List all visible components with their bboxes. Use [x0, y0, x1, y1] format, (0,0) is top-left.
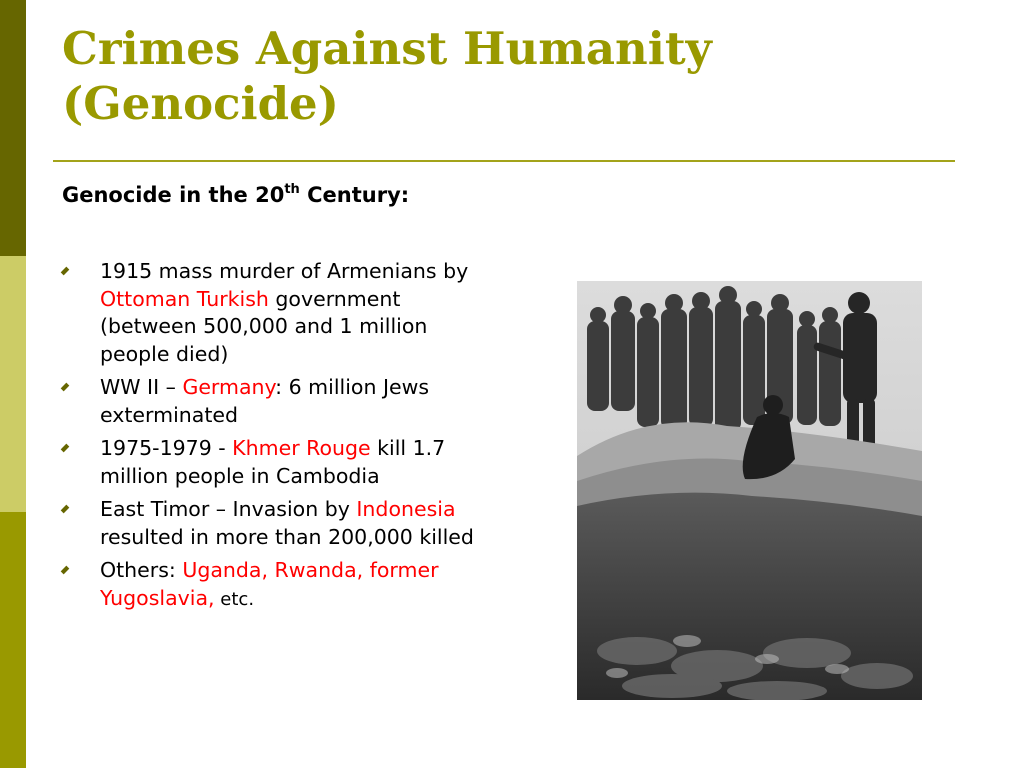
- bullet-item-east-timor: [62, 496, 502, 551]
- section-heading: [62, 183, 409, 207]
- slide-title: [62, 22, 962, 132]
- diamond-bullet-icon: [61, 383, 70, 392]
- subtitle-superscript: th: [284, 182, 300, 197]
- title-line-1: Crimes Against Humanity: [62, 22, 712, 75]
- bullet-highlight: Indonesia: [356, 497, 456, 521]
- bullet-highlight: Ottoman Turkish: [100, 286, 269, 311]
- diamond-bullet-icon: [61, 444, 70, 453]
- bullet-item-armenians: [62, 258, 502, 368]
- bullet-text-end: kill 1.7 million people in Cambodia: [100, 436, 446, 488]
- side-bar-bottom: [0, 512, 26, 768]
- subtitle-end: Century:: [299, 183, 410, 207]
- title-divider: [53, 160, 955, 162]
- side-bar-top: [0, 0, 26, 256]
- photo-graphic: [577, 281, 922, 700]
- side-bar-middle: [0, 256, 26, 512]
- bullet-text: East Timor – Invasion by: [100, 497, 357, 521]
- bullet-item-khmer-rouge: [62, 435, 502, 490]
- bullet-text-end: : 6 million Jews exterminated: [100, 375, 430, 427]
- bullet-text: 1915 mass murder of Armenians by: [100, 259, 469, 283]
- bullet-text-end: etc.: [214, 588, 255, 610]
- bullet-text-end: government (between 500,000 and 1 million people died): [100, 286, 428, 366]
- diamond-bullet-icon: [61, 267, 70, 276]
- bullet-highlight: Khmer Rouge: [232, 436, 371, 460]
- bullet-item-others: [62, 557, 502, 613]
- bullet-text: Others:: [100, 558, 183, 582]
- bullet-text-end: resulted in more than 200,000 killed: [100, 524, 474, 549]
- title-line-2: (Genocide): [62, 76, 339, 130]
- subtitle-text: Genocide in the 20: [62, 183, 285, 207]
- historical-photo: [577, 281, 922, 700]
- bullet-list: [62, 258, 502, 619]
- diamond-bullet-icon: [61, 566, 70, 575]
- diamond-bullet-icon: [61, 505, 70, 514]
- bullet-text: 1975-1979 -: [100, 436, 233, 460]
- bullet-highlight: Uganda, Rwanda, former Yugoslavia,: [100, 558, 439, 610]
- bullet-text: WW II –: [100, 375, 183, 399]
- bullet-item-germany: [62, 374, 502, 429]
- bullet-highlight: Germany: [182, 375, 276, 399]
